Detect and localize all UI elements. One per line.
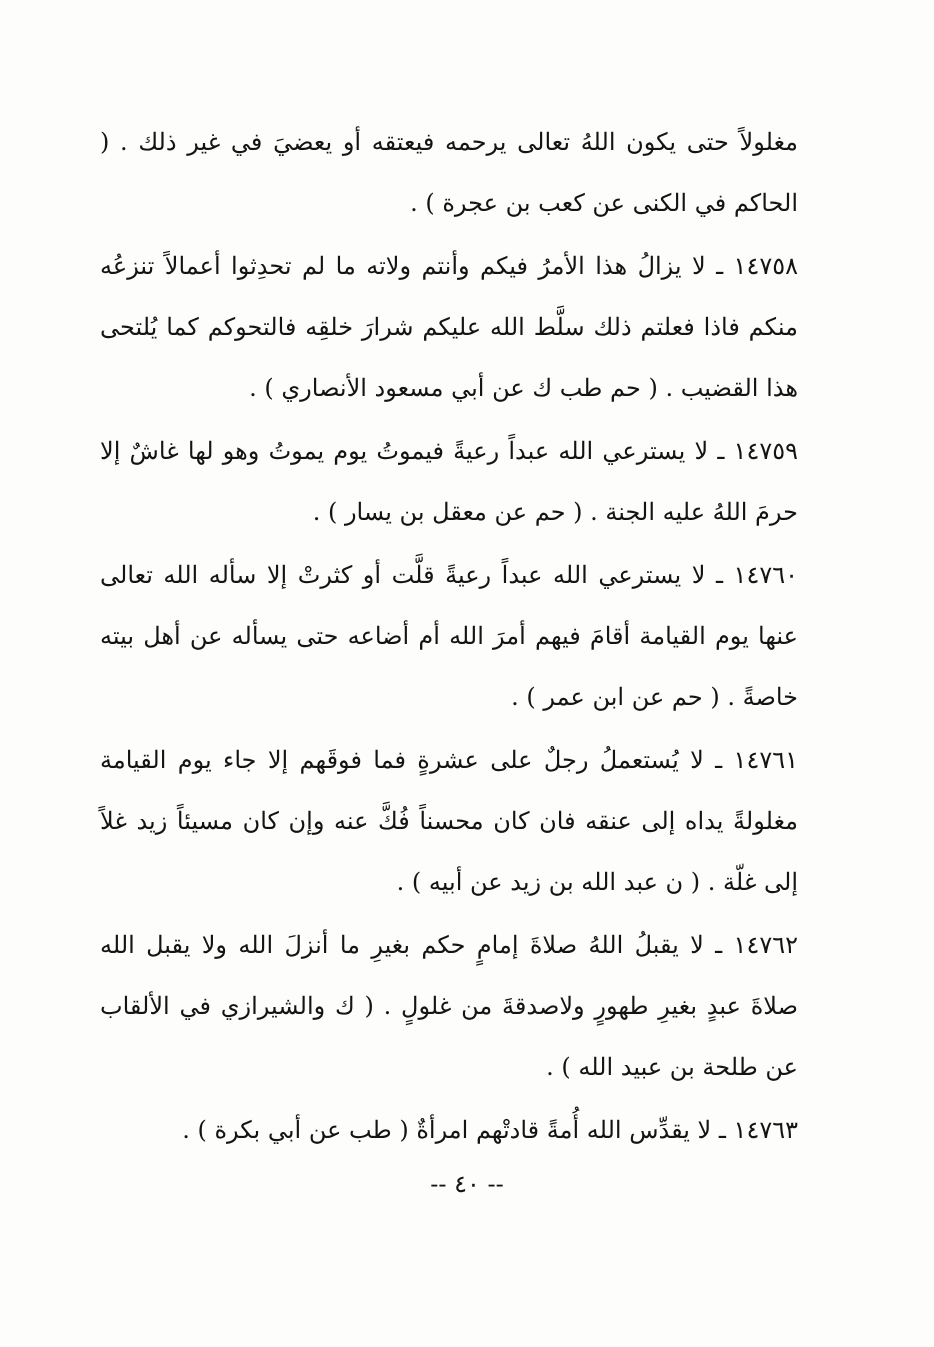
paragraph-hadith-14760: ١٤٧٦٠ ـ لا يسترعي الله عبداً رعيةً قلَّت أو كثرتْ إلا سأله الله تعالى عنها يوم القيامة أقامَ فيهم أمرَ الله أم أضاعه حتى يسأله عن أهل بيته خاصةً . ( حم عن ابن عمر ) . <box>100 561 798 711</box>
paragraph-hadith-14759: ١٤٧٥٩ ـ لا يسترعي الله عبداً رعيةً فيموتُ يوم يموتُ وهو لها غاشٌ إلا حرمَ اللهُ عليه الجنة . ( حم عن معقل بن يسار ) . <box>100 437 798 526</box>
paragraph-continuation: مغلولاً حتى يكون اللهُ تعالى يرحمه فيعتقه أو يعضيَ في غير ذلك . ( الحاكم في الكنى عن كعب بن عجرة ) . <box>100 128 798 217</box>
paragraph-hadith-14763: ١٤٧٦٣ ـ لا يقدِّس الله أُمةً قادتْهم امرأةٌ ( طب عن أبي بكرة ) . <box>182 1116 798 1144</box>
paragraph-hadith-14758: ١٤٧٥٨ ـ لا يزالُ هذا الأمرُ فيكم وأنتم ولاته ما لم تحدِثوا أعمالاً تنزعُه منكم فاذا فعلتم ذلك سلَّط الله عليكم شرارَ خلقِه فالتحوكم كما يُلتحى هذا القضيب . ( حم طب ك عن أبي مسعود الأنصاري ) . <box>100 252 798 402</box>
paragraph-hadith-14762: ١٤٧٦٢ ـ لا يقبلُ اللهُ صلاةَ إمامٍ حكم بغيرِ ما أنزلَ الله ولا يقبل الله صلاةَ عبدٍ بغيرِ طهورٍ ولاصدقةَ من غلولٍ . ( ك والشيرازي في الألقاب عن طلحة بن عبيد الله ) . <box>100 931 798 1081</box>
body-text <box>100 112 798 1163</box>
page-number: -- ٤٠ -- <box>430 1170 504 1198</box>
paragraph-hadith-14761: ١٤٧٦١ ـ لا يُستعملُ رجلٌ على عشرةٍ فما فوقَهم إلا جاء يوم القيامة مغلولةً يداه إلى عنقه فان كان محسناً فُكَّ عنه وإن كان مسيئاً زيد غلاً إلى غلّة . ( ن عبد الله بن زيد عن أبيه ) . <box>100 746 798 896</box>
